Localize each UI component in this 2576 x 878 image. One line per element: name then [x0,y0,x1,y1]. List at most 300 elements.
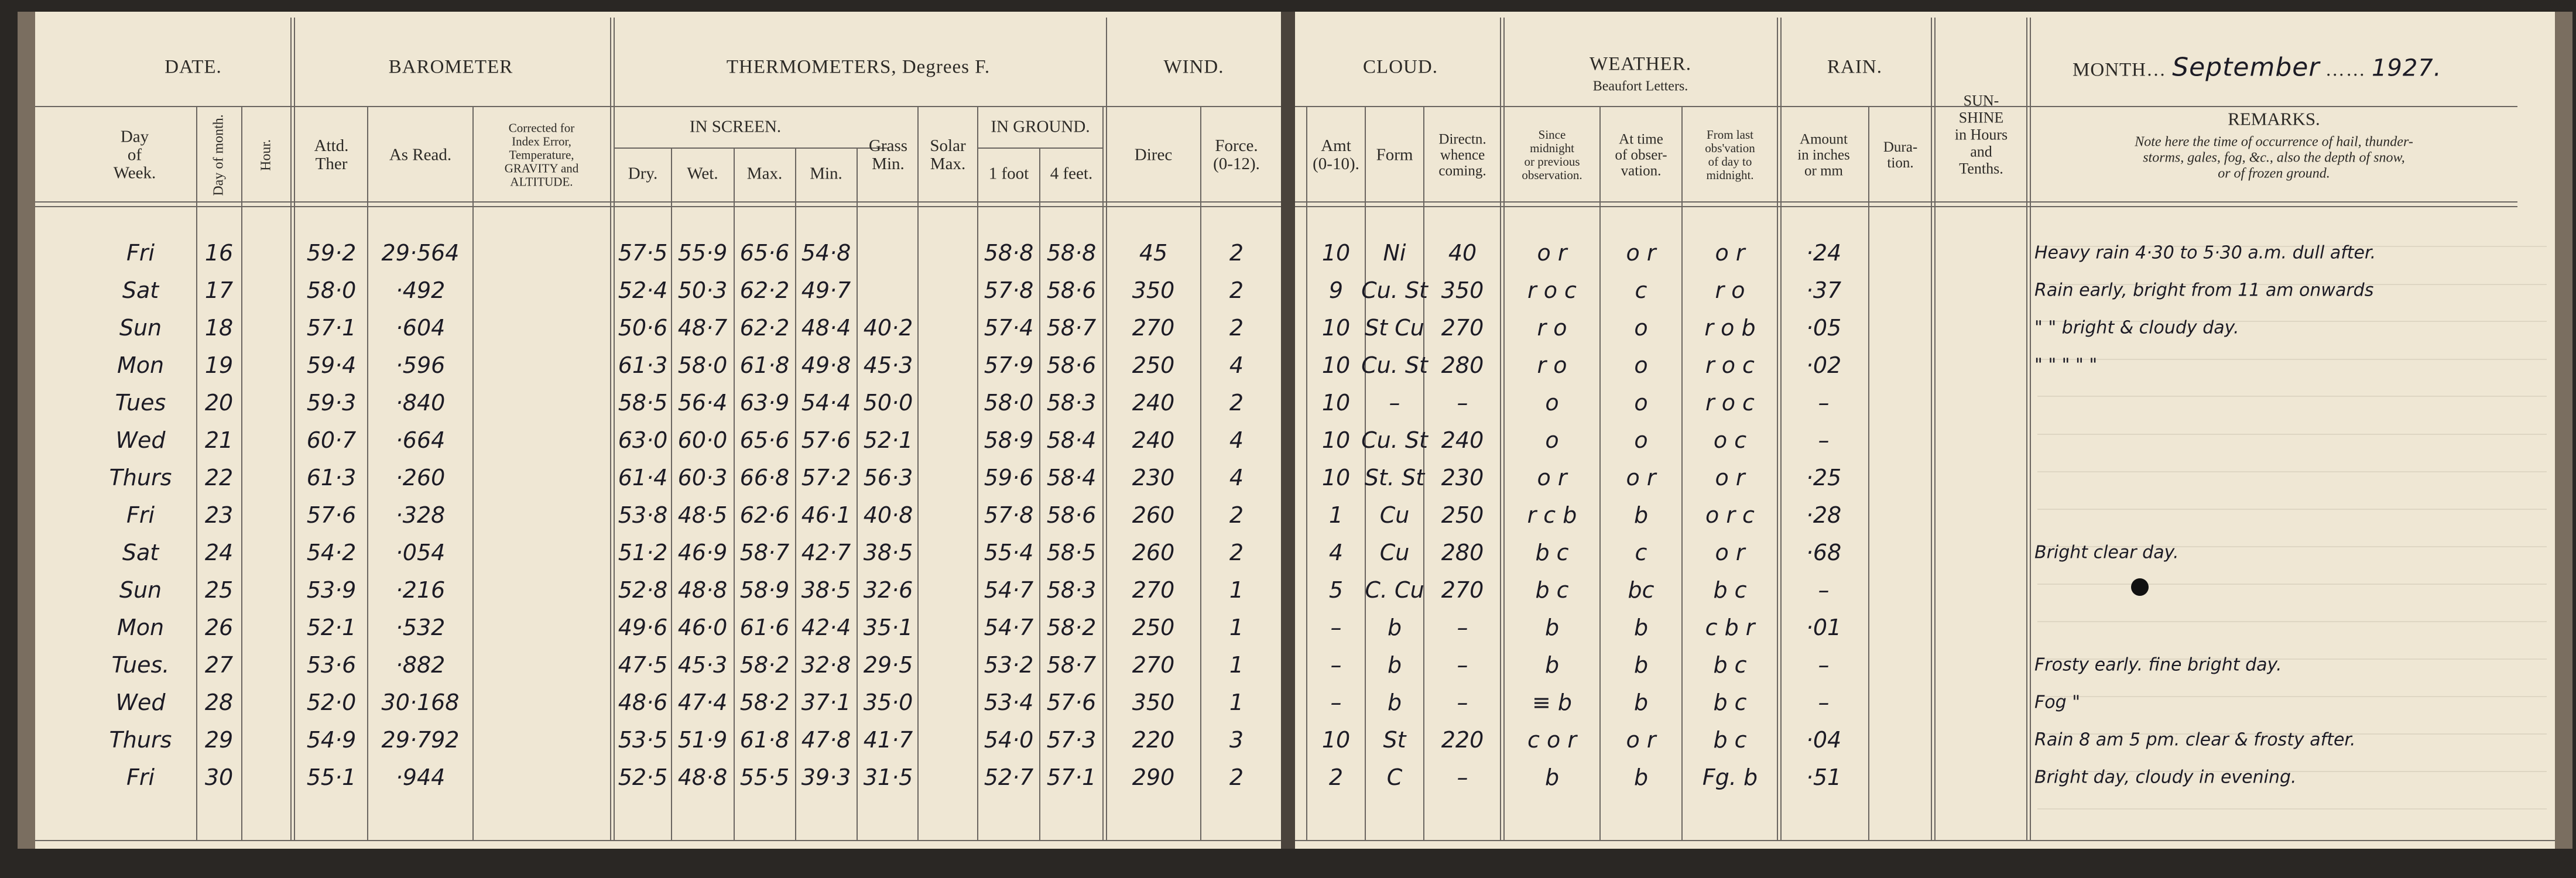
wet-cell: 48·8 [677,577,728,603]
day-of-week-cell: Mon [117,615,165,640]
max-cell: 62·2 [739,277,790,303]
barometer-read-cell: ·260 [395,465,446,491]
cloud-form-cell: Cu [1379,502,1410,528]
grass-min-cell: 31·5 [863,764,913,790]
ground-1ft-cell: 58·8 [984,240,1034,266]
attd-ther-cell: 59·2 [306,240,357,266]
weather-since-cell: o r [1537,240,1567,266]
wind-direction-cell: 240 [1132,427,1175,453]
wind-force-cell: 2 [1229,240,1244,266]
wind-direction-cell: 250 [1132,615,1175,640]
grass-min-cell: 40·2 [863,315,913,341]
day-of-month-cell: 28 [204,690,234,715]
cloud-form-cell: b [1387,690,1402,715]
weather-at-time-cell: o r [1626,465,1656,491]
ground-4ft-cell: 58·4 [1046,465,1097,491]
barometer-read-cell: ·216 [395,577,446,603]
weather-since-cell: c o r [1527,727,1577,753]
wet-cell: 46·0 [677,615,728,640]
wet-cell: 58·0 [677,352,728,378]
dry-cell: 52·8 [618,577,668,603]
remark-cell: " " " " " [2034,355,2098,376]
cloud-amt-header: Amt (0-10). [1313,136,1359,173]
ground-1ft-cell: 54·0 [984,727,1034,753]
day-of-month-cell: 19 [204,352,234,378]
day-of-month-cell: 21 [204,427,234,453]
attd-ther-cell: 57·6 [306,502,357,528]
remarks-header: REMARKS. [2228,108,2320,129]
wind-force-cell: 2 [1229,540,1244,565]
attd-ther-cell: 52·0 [306,690,357,715]
wind-header: WIND. [1163,56,1224,78]
weather-since-cell: o [1545,390,1559,416]
cloud-direction-cell: 220 [1441,727,1484,753]
wind-force-cell: 4 [1229,352,1244,378]
wet-cell: 48·5 [677,502,728,528]
weather-header: WEATHER. [1590,53,1691,75]
cloud-amount-cell: 2 [1328,764,1344,790]
rain-amount-cell: – [1818,390,1830,416]
day-of-month-cell: 16 [204,240,234,266]
day-of-week-cell: Sun [119,315,162,341]
min-cell: 54·4 [801,390,851,416]
cloud-direction-cell: 40 [1448,240,1477,266]
max-cell: 58·2 [739,690,790,715]
weather-from-last-cell: b c [1713,690,1747,715]
cloud-amount-cell: 10 [1321,315,1351,341]
weather-since-cell: b [1544,764,1560,790]
min-cell: 37·1 [801,690,851,715]
ground-1ft-cell: 57·9 [984,352,1034,378]
rain-duration-header: Dura- tion. [1883,139,1918,171]
grass-min-cell: 38·5 [863,540,913,565]
wet-cell: 55·9 [677,240,728,266]
day-of-month-cell: 23 [204,502,234,528]
attd-ther-cell: 57·1 [306,315,357,341]
rain-amount-header: Amount in inches or mm [1797,131,1850,179]
day-of-week-cell: Wed [115,427,166,453]
ground-4ft-cell: 58·5 [1046,540,1097,565]
barometer-read-cell: ·532 [395,615,446,640]
dry-cell: 47·5 [618,652,668,678]
attd-ther-cell: 59·3 [306,390,357,416]
max-cell: 58·2 [739,652,790,678]
weather-since-cell: b c [1535,577,1569,603]
attd-ther-cell: 54·9 [306,727,357,753]
wet-cell: 51·9 [677,727,728,753]
ground-4ft-cell: 58·3 [1046,390,1097,416]
weather-from-last-cell: o r c [1705,502,1755,528]
cloud-form-cell: – [1389,390,1400,416]
cloud-form-cell: b [1387,652,1402,678]
min-cell: 42·7 [801,540,851,565]
cloud-amount-cell: 1 [1328,502,1344,528]
weather-from-last-cell: b c [1713,727,1747,753]
grass-min-cell: 41·7 [863,727,913,753]
barometer-read-cell: ·882 [395,652,446,678]
min-cell: 39·3 [801,764,851,790]
weather-since-cell: ≡ b [1532,690,1573,715]
min-cell: 47·8 [801,727,851,753]
min-cell: 32·8 [801,652,851,678]
ground-1ft-cell: 58·9 [984,427,1034,453]
grass-min-cell: 45·3 [863,352,913,378]
cloud-amount-cell: – [1330,615,1342,640]
dry-cell: 49·6 [618,615,668,640]
weather-since-cell: b [1544,615,1560,640]
max-cell: 65·6 [739,427,790,453]
year-value: 1927. [2371,54,2442,82]
attd-ther-cell: 55·1 [306,764,357,790]
remark-cell: Heavy rain 4·30 to 5·30 a.m. dull after. [2034,242,2376,263]
rain-amount-cell: – [1818,690,1830,715]
attd-ther-cell: 59·4 [306,352,357,378]
barometer-read-cell: ·664 [395,427,446,453]
weather-from-last-cell: o r [1715,465,1745,491]
as-read-header: As Read. [389,145,452,164]
grass-min-cell: 52·1 [863,427,913,453]
wind-direction-cell: 350 [1132,690,1175,715]
wind-force-cell: 2 [1229,277,1244,303]
ground-4ft-cell: 58·8 [1046,240,1097,266]
wind-direction-cell: 260 [1132,540,1175,565]
cloud-amount-cell: 10 [1321,727,1351,753]
since-midnight-header: Since midnight or previous observation. [1522,128,1582,182]
dry-cell: 61·4 [618,465,668,491]
dry-cell: 58·5 [618,390,668,416]
cloud-direction-cell: – [1457,764,1468,790]
cloud-form-cell: Ni [1383,240,1406,266]
dry-cell: 53·8 [618,502,668,528]
wind-force-header: Force. (0-12). [1213,136,1260,173]
weather-at-time-cell: b [1633,502,1649,528]
day-of-week-cell: Tues [115,390,166,416]
min-cell: 42·4 [801,615,851,640]
attd-ther-cell: 60·7 [306,427,357,453]
rain-amount-cell: ·25 [1806,465,1842,491]
weather-since-cell: o [1545,427,1559,453]
wind-direc-header: Direc [1134,145,1173,164]
min-cell: 38·5 [801,577,851,603]
weather-from-last-cell: r o c [1705,390,1755,416]
weather-at-time-cell: o [1634,352,1648,378]
ground-1ft-cell: 55·4 [984,540,1034,565]
wind-direction-cell: 270 [1132,315,1175,341]
wind-force-cell: 1 [1229,652,1244,678]
cloud-form-cell: St [1383,727,1406,753]
wet-cell: 48·8 [677,764,728,790]
ground-1ft-cell: 54·7 [984,577,1034,603]
day-of-week-cell: Fri [126,764,155,790]
in-screen-header: IN SCREEN. [689,117,782,136]
weather-at-time-cell: b [1633,615,1649,640]
weather-at-time-cell: o [1634,427,1648,453]
weather-from-last-cell: b c [1713,577,1747,603]
wet-cell: 60·0 [677,427,728,453]
max-cell: 58·9 [739,577,790,603]
weather-from-last-cell: o r [1715,240,1745,266]
weather-from-last-cell: Fg. b [1702,764,1758,790]
cloud-amount-cell: 10 [1321,465,1351,491]
cloud-direction-cell: 270 [1441,315,1484,341]
dry-cell: 50·6 [618,315,668,341]
month-label-text: MONTH [2073,59,2146,81]
day-of-month-cell: 27 [204,652,234,678]
day-of-week-cell: Tues. [111,652,170,678]
grass-min-cell: 29·5 [863,652,913,678]
weather-from-last-cell: r o [1715,277,1745,303]
wind-direction-cell: 260 [1132,502,1175,528]
ground-4ft-cell: 58·3 [1046,577,1097,603]
cloud-direction-cell: 280 [1441,540,1484,565]
grass-min-cell: 50·0 [863,390,913,416]
cloud-amount-cell: – [1330,690,1342,715]
cloud-form-cell: Cu [1379,540,1410,565]
ground-4ft-cell: 58·6 [1046,352,1097,378]
wet-cell: 47·4 [677,690,728,715]
weather-at-time-cell: bc [1628,577,1654,603]
four-feet-header: 4 feet. [1050,164,1093,183]
barometer-read-cell: ·944 [395,764,446,790]
day-of-month-cell: 20 [204,390,234,416]
remark-cell: Rain 8 am 5 pm. clear & frosty after. [2034,729,2356,750]
barometer-read-cell: ·604 [395,315,446,341]
ground-4ft-cell: 57·3 [1046,727,1097,753]
weather-from-last-cell: r o c [1705,352,1755,378]
wind-force-cell: 2 [1229,390,1244,416]
wet-header: Wet. [687,164,718,183]
weather-at-time-cell: o r [1626,727,1656,753]
attd-ther-cell: 53·9 [306,577,357,603]
rain-amount-cell: ·02 [1806,352,1842,378]
cloud-header: CLOUD. [1363,56,1438,78]
min-cell: 49·8 [801,352,851,378]
weather-at-time-cell: o r [1626,240,1656,266]
weather-at-time-cell: c [1635,540,1647,565]
grass-min-cell: 40·8 [863,502,913,528]
rain-amount-cell: – [1818,652,1830,678]
cloud-direction-header: Directn. whence coming. [1438,131,1486,179]
day-of-month-cell: 29 [204,727,234,753]
ground-4ft-cell: 58·4 [1046,427,1097,453]
wind-direction-cell: 250 [1132,352,1175,378]
wet-cell: 56·4 [677,390,728,416]
wind-direction-cell: 220 [1132,727,1175,753]
ground-1ft-cell: 58·0 [984,390,1034,416]
cloud-amount-cell: 10 [1321,240,1351,266]
barometer-read-cell: ·840 [395,390,446,416]
cloud-direction-cell: 230 [1441,465,1484,491]
barometer-read-cell: ·328 [395,502,446,528]
rain-amount-cell: ·01 [1806,615,1842,640]
wind-direction-cell: 290 [1132,764,1175,790]
ground-1ft-cell: 59·6 [984,465,1034,491]
in-ground-header: IN GROUND. [991,117,1090,136]
cloud-amount-cell: 10 [1321,352,1351,378]
max-cell: 65·6 [739,240,790,266]
day-of-week-cell: Mon [117,352,165,378]
max-cell: 61·8 [739,352,790,378]
wind-direction-cell: 350 [1132,277,1175,303]
min-cell: 46·1 [801,502,851,528]
remarks-note: Note here the time of occurrence of hail, thunder- storms, gales, fog, &c., also the depth of snow, or of frozen ground. [2135,134,2413,181]
month-label: MONTH… September …… 1927. [2073,52,2442,83]
wind-direction-cell: 230 [1132,465,1175,491]
max-cell: 62·6 [739,502,790,528]
cloud-direction-cell: – [1457,615,1468,640]
dry-cell: 48·6 [618,690,668,715]
grass-min-cell: 35·1 [863,615,913,640]
cloud-amount-cell: 10 [1321,427,1351,453]
ink-blot [2131,578,2149,596]
rain-amount-cell: ·37 [1806,277,1842,303]
max-cell: 55·5 [739,764,790,790]
month-value: September [2172,52,2320,83]
sunshine-header: SUN- SHINE in Hours and Tenths. [1954,92,2008,177]
cloud-amount-cell: 5 [1328,577,1344,603]
barometer-read-cell: 30·168 [381,690,460,715]
wind-force-cell: 4 [1229,465,1244,491]
min-header: Min. [810,164,842,183]
barometer-read-cell: 29·792 [381,727,460,753]
cloud-amount-cell: – [1330,652,1342,678]
ground-1ft-cell: 57·8 [984,502,1034,528]
wind-direction-cell: 270 [1132,577,1175,603]
day-of-week-cell: Wed [115,690,166,715]
max-cell: 62·2 [739,315,790,341]
ground-4ft-cell: 57·1 [1046,764,1097,790]
max-header: Max. [746,164,783,183]
dry-cell: 63·0 [618,427,668,453]
wet-cell: 46·9 [677,540,728,565]
one-foot-header: 1 foot [988,164,1029,183]
weather-from-last-cell: b c [1713,652,1747,678]
rain-amount-cell: – [1818,577,1830,603]
cloud-direction-cell: 350 [1441,277,1484,303]
day-of-week-cell: Sat [122,540,159,565]
barometer-read-cell: 29·564 [381,240,460,266]
remark-cell: Frosty early. fine bright day. [2034,654,2282,675]
wind-force-cell: 1 [1229,690,1244,715]
weather-at-time-cell: b [1633,652,1649,678]
max-cell: 63·9 [739,390,790,416]
barometer-read-cell: ·492 [395,277,446,303]
day-of-month-cell: 17 [204,277,234,303]
cloud-form-cell: Cu. St [1361,277,1428,303]
min-cell: 49·7 [801,277,851,303]
ground-1ft-cell: 53·4 [984,690,1034,715]
ground-4ft-cell: 58·6 [1046,502,1097,528]
weather-from-last-cell: o c [1713,427,1747,453]
corrected-header: Corrected for Index Error, Temperature, GRAVITY and ALTITUDE. [504,121,579,189]
ground-1ft-cell: 57·4 [984,315,1034,341]
weather-at-time-cell: o [1634,315,1648,341]
weather-at-time-cell: o [1634,390,1648,416]
remark-cell: Fog " [2034,692,2080,713]
day-of-month-header: Day of month. [211,114,227,196]
weather-from-last-cell: c b r [1705,615,1755,640]
wind-force-cell: 1 [1229,615,1244,640]
at-time-header: At time of obser- vation. [1615,131,1667,179]
day-of-month-cell: 26 [204,615,234,640]
weather-from-last-cell: r o b [1704,315,1756,341]
attd-ther-cell: 61·3 [306,465,357,491]
thermometers-header: THERMOMETERS, Degrees F. [726,56,991,78]
max-cell: 58·7 [739,540,790,565]
max-cell: 66·8 [739,465,790,491]
ground-1ft-cell: 54·7 [984,615,1034,640]
dry-cell: 53·5 [618,727,668,753]
attd-ther-cell: 58·0 [306,277,357,303]
day-of-week-cell: Sat [122,277,159,303]
day-of-month-cell: 18 [204,315,234,341]
day-of-month-cell: 22 [204,465,234,491]
wind-force-cell: 2 [1229,502,1244,528]
wind-direction-cell: 270 [1132,652,1175,678]
day-of-month-cell: 25 [204,577,234,603]
weather-at-time-cell: b [1633,764,1649,790]
remark-cell: Rain early, bright from 11 am onwards [2034,280,2374,301]
weather-at-time-cell: b [1633,690,1649,715]
day-of-week-cell: Fri [126,502,155,528]
rain-amount-cell: ·28 [1806,502,1842,528]
rain-amount-cell: ·04 [1806,727,1842,753]
ground-4ft-cell: 58·6 [1046,277,1097,303]
max-cell: 61·8 [739,727,790,753]
remark-cell: Bright day, cloudy in evening. [2034,767,2297,788]
dry-cell: 51·2 [618,540,668,565]
rain-amount-cell: ·24 [1806,240,1842,266]
weather-from-last-cell: o r [1715,540,1745,565]
dry-cell: 57·5 [618,240,668,266]
ground-4ft-cell: 58·7 [1046,315,1097,341]
max-cell: 61·6 [739,615,790,640]
ground-4ft-cell: 58·2 [1046,615,1097,640]
cloud-form-cell: Cu. St [1361,352,1428,378]
attd-ther-cell: 52·1 [306,615,357,640]
cloud-amount-cell: 10 [1321,390,1351,416]
weather-since-cell: r c b [1527,502,1577,528]
rain-amount-cell: – [1818,427,1830,453]
attd-ther-cell: 53·6 [306,652,357,678]
remark-cell: Bright clear day. [2034,542,2179,563]
ground-1ft-cell: 53·2 [984,652,1034,678]
min-cell: 54·8 [801,240,851,266]
wind-direction-cell: 240 [1132,390,1175,416]
barometer-header: BAROMETER [388,56,513,78]
day-of-month-cell: 24 [204,540,234,565]
attd-ther-cell: 54·2 [306,540,357,565]
cloud-form-cell: Cu. St [1361,427,1428,453]
min-cell: 48·4 [801,315,851,341]
cloud-amount-cell: 4 [1328,540,1344,565]
cloud-form-cell: C [1386,764,1403,790]
min-cell: 57·2 [801,465,851,491]
weather-since-cell: b c [1535,540,1569,565]
weather-since-cell: o r [1537,465,1567,491]
ground-4ft-cell: 57·6 [1046,690,1097,715]
cloud-direction-cell: 250 [1441,502,1484,528]
cloud-form-cell: St. St [1364,465,1425,491]
wind-force-cell: 3 [1229,727,1244,753]
rain-amount-cell: ·68 [1806,540,1842,565]
wet-cell: 50·3 [677,277,728,303]
day-of-week-cell: Fri [126,240,155,266]
weather-subheader: Beaufort Letters. [1592,78,1688,94]
rain-amount-cell: ·05 [1806,315,1842,341]
barometer-read-cell: ·054 [395,540,446,565]
cloud-amount-cell: 9 [1328,277,1344,303]
